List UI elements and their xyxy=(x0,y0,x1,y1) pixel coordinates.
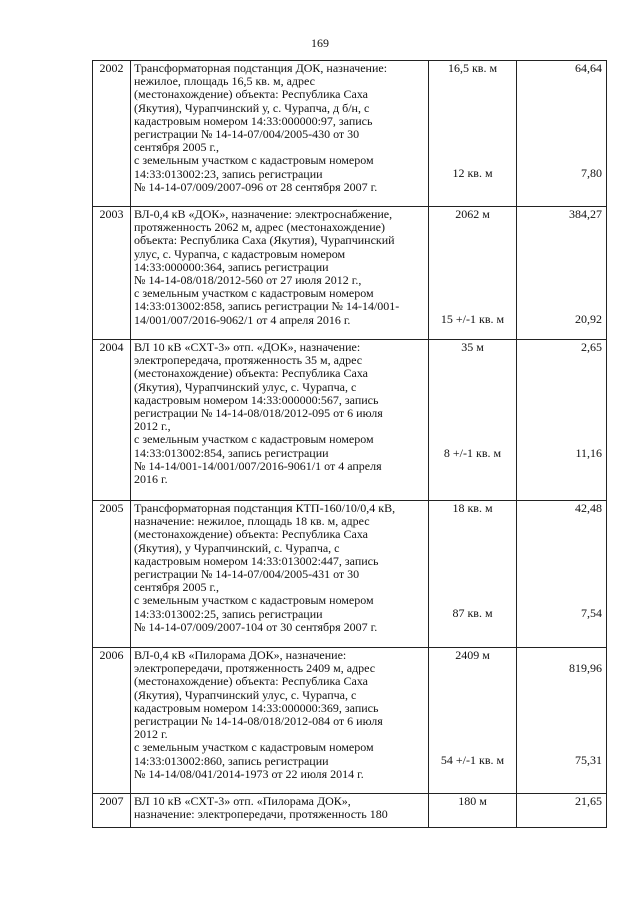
object-description: ВЛ 10 кВ «СХТ-3» отп. «Пилорама ДОК», назначение: электропередачи, протяженность 180 xyxy=(134,794,388,822)
land-size: 54 +/-1 кв. м xyxy=(440,753,505,767)
row-number: 2002 xyxy=(93,61,131,207)
row-description xyxy=(131,794,429,828)
row-size xyxy=(429,340,517,501)
row-size xyxy=(429,61,517,207)
table-row xyxy=(93,501,607,648)
object-size: 2409 м xyxy=(455,648,490,662)
row-size xyxy=(429,501,517,648)
object-value: 42,48 xyxy=(575,501,602,515)
land-plot-description: с земельным участком с кадастровым номером 14:33:013002:25, запись регистрации № 14-14-07/009/2007-104 от 30 сентября 2007 г. xyxy=(134,593,378,634)
row-number: 2007 xyxy=(93,794,131,828)
land-plot-description: с земельным участком с кадастровым номером 14:33:013002:860, запись регистрации № 14-14/08/041/2014-1973 от 22 июля 2014 г. xyxy=(134,740,374,781)
object-size: 2062 м xyxy=(455,207,490,221)
object-value: 819,96 xyxy=(569,661,602,675)
land-value: 7,54 xyxy=(581,606,602,620)
row-number: 2003 xyxy=(93,207,131,340)
table-row xyxy=(93,207,607,340)
object-value: 64,64 xyxy=(575,61,602,75)
row-value xyxy=(517,61,607,207)
land-size: 87 кв. м xyxy=(452,606,493,620)
object-value: 21,65 xyxy=(575,794,602,808)
row-number: 2005 xyxy=(93,501,131,648)
object-description: Трансформаторная подстанция ДОК, назначение: нежилое, площадь 16,5 кв. м, адрес (местонахождение) объекта: Республика Саха (Якутия), Чурапчинский у, с. Чурапча, д б/н, с кадастровым номером 14:33:000000:97, запись регистрации № 14-14-07/004/2005-430 от 30 сентября 2005 г., xyxy=(134,61,388,155)
row-description xyxy=(131,61,429,207)
object-size: 18 кв. м xyxy=(452,501,493,515)
property-table xyxy=(92,60,607,828)
object-description: ВЛ-0,4 кВ «Пилорама ДОК», назначение: электропередачи, протяженность 2409 м, адрес (местонахождение) объекта: Республика Саха (Якутия), Чурапчинский улус, с. Чурапча, с кадастровым номером 14:33:000000:369, запись регистрации № 14-14-08/018/2012-084 от 6 июля 2012 г. xyxy=(134,648,383,742)
land-value: 75,31 xyxy=(575,753,602,767)
land-size: 12 кв. м xyxy=(452,166,493,180)
row-value xyxy=(517,648,607,794)
object-description: ВЛ-0,4 кВ «ДОК», назначение: электроснабжение, протяженность 2062 м, адрес (местонахождение) объекта: Республика Саха (Якутия), Чурапчинский улус, с. Чурапча, с кадастровым номером 14:33:000000:364, запись регистрации № 14-14-08/018/2012-560 от 27 июля 2012 г., xyxy=(134,207,395,288)
table-row xyxy=(93,648,607,794)
row-description xyxy=(131,207,429,340)
row-value xyxy=(517,501,607,648)
object-description: Трансформаторная подстанция КТП-160/10/0,4 кВ, назначение: нежилое, площадь 18 кв. м, адрес (местонахождение) объекта: Республика Саха (Якутия), у Чурапчинский, с. Чурапча, с кадастровым номером 14:33:013002:447, запись регистрации № 14-14-07/004/2005-431 от 30 сентября 2005 г., xyxy=(134,501,396,595)
row-size xyxy=(429,648,517,794)
object-description: ВЛ 10 кВ «СХТ-3» отп. «ДОК», назначение: электропередача, протяженность 35 м, адрес (местонахождение) объекта: Республика Саха (Якутия), Чурапчинский улус, с. Чурапча, с кадастровым номером 14:33:000000:567, запись регистрации № 14-14-08/018/2012-095 от 6 июля 2012 г., xyxy=(134,340,383,434)
table-row xyxy=(93,794,607,828)
object-value: 384,27 xyxy=(569,207,602,221)
row-value xyxy=(517,340,607,501)
land-value: 7,80 xyxy=(581,166,602,180)
table-row xyxy=(93,61,607,207)
land-size: 15 +/-1 кв. м xyxy=(440,312,505,326)
row-value xyxy=(517,207,607,340)
table-row xyxy=(93,340,607,501)
row-description xyxy=(131,648,429,794)
land-plot-description: с земельным участком с кадастровым номером 14:33:013002:23, запись регистрации № 14-14-07/009/2007-096 от 28 сентября 2007 г. xyxy=(134,153,378,194)
row-number: 2006 xyxy=(93,648,131,794)
object-size: 35 м xyxy=(461,340,484,354)
page-number: 169 xyxy=(311,36,329,50)
land-size: 8 +/-1 кв. м xyxy=(443,446,502,460)
row-description xyxy=(131,340,429,501)
row-size xyxy=(429,207,517,340)
row-description xyxy=(131,501,429,648)
land-plot-description: с земельным участком с кадастровым номером 14:33:013002:854, запись регистрации № 14-14/001-14/001/007/2016-9061/1 от 4 апреля 2016 г. xyxy=(134,432,382,487)
object-value: 2,65 xyxy=(581,340,602,354)
row-number: 2004 xyxy=(93,340,131,501)
land-value: 20,92 xyxy=(575,312,602,326)
object-size: 180 м xyxy=(458,794,487,808)
land-plot-description: с земельным участком с кадастровым номером 14:33:013002:858, запись регистрации № 14-14/001- 14/001/007/2016-9062/1 от 4 апреля 2016 г. xyxy=(134,286,400,327)
object-size: 16,5 кв. м xyxy=(447,61,498,75)
row-value xyxy=(517,794,607,828)
row-size xyxy=(429,794,517,828)
land-value: 11,16 xyxy=(575,446,602,460)
